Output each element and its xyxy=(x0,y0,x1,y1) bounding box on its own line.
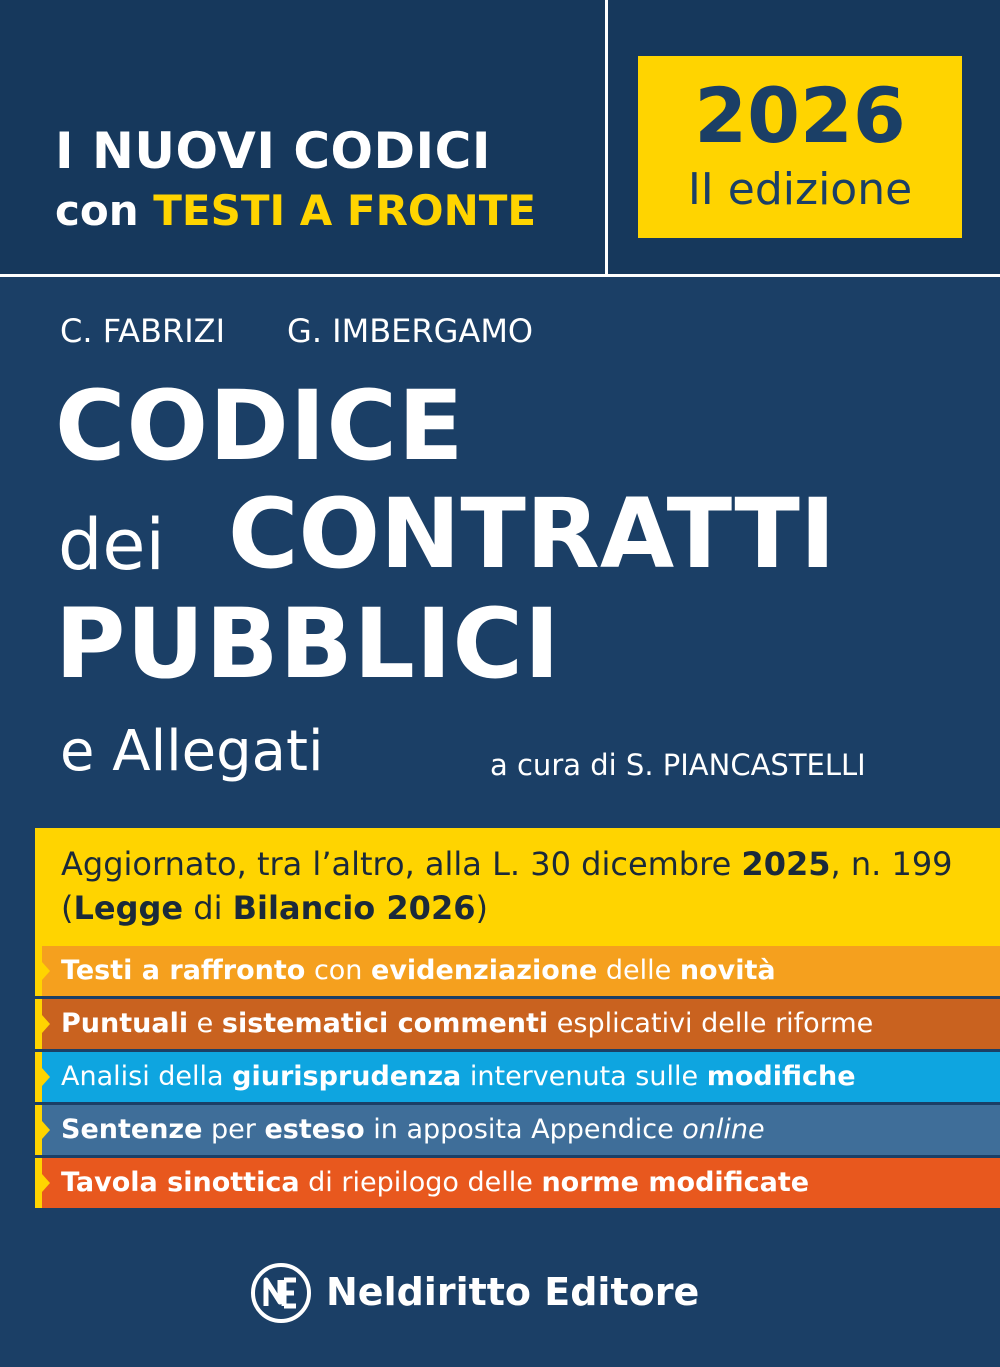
ne-monogram-icon xyxy=(250,1262,312,1324)
update-notice xyxy=(35,828,1000,946)
feature-text: Testi a raffronto con evidenziazione delle novità xyxy=(61,955,776,986)
feature-text: Sentenze per esteso in apposita Appendice online xyxy=(61,1114,765,1145)
chevron-right-icon xyxy=(42,962,50,980)
feature-bar xyxy=(35,1158,1000,1208)
feature-bar xyxy=(35,1052,1000,1102)
chevron-right-icon xyxy=(42,1174,50,1192)
author-name: G. IMBERGAMO xyxy=(287,312,534,350)
publisher-name: Neldiritto Editore xyxy=(326,1270,700,1314)
header-divider xyxy=(0,274,1000,277)
feature-text: Puntuali e sistematici commenti esplicativi delle riforme xyxy=(61,1008,874,1039)
series-subtitle-highlight: TESTI A FRONTE xyxy=(153,186,537,235)
header-vertical-divider xyxy=(605,0,608,276)
feature-text: Analisi della giurisprudenza intervenuta sulle modifiche xyxy=(61,1061,856,1092)
update-text: Aggiornato, tra l’altro, alla L. 30 dicembre 2025, n. 199 (Legge di Bilancio 2026) xyxy=(61,845,953,927)
feature-text: Tavola sinottica di riepilogo delle norme modificate xyxy=(61,1167,810,1198)
feature-marker xyxy=(35,946,42,996)
book-title-contratti: CONTRATTI xyxy=(228,478,836,590)
feature-marker xyxy=(35,999,42,1049)
series-title: I NUOVI CODICI xyxy=(55,122,491,180)
book-title-dei: dei xyxy=(58,504,165,586)
feature-marker xyxy=(35,1052,42,1102)
curator: a cura di S. PIANCASTELLI xyxy=(490,748,866,782)
chevron-right-icon xyxy=(42,1015,50,1033)
feature-bar xyxy=(35,999,1000,1049)
book-subtitle: e Allegati xyxy=(60,719,324,784)
authors xyxy=(60,312,595,350)
feature-marker xyxy=(35,1158,42,1208)
feature-bar xyxy=(35,1105,1000,1155)
author-name: C. FABRIZI xyxy=(60,312,226,350)
chevron-right-icon xyxy=(42,1068,50,1086)
chevron-right-icon xyxy=(42,1121,50,1139)
edition-year: 2026 xyxy=(694,71,906,160)
edition-label: II edizione xyxy=(687,164,913,215)
edition-badge xyxy=(638,56,962,238)
feature-marker xyxy=(35,1105,42,1155)
feature-bar xyxy=(35,946,1000,996)
series-subtitle: con TESTI A FRONTE xyxy=(55,186,537,235)
book-title-line3: PUBBLICI xyxy=(55,588,561,700)
book-title-line1: CODICE xyxy=(55,370,465,482)
